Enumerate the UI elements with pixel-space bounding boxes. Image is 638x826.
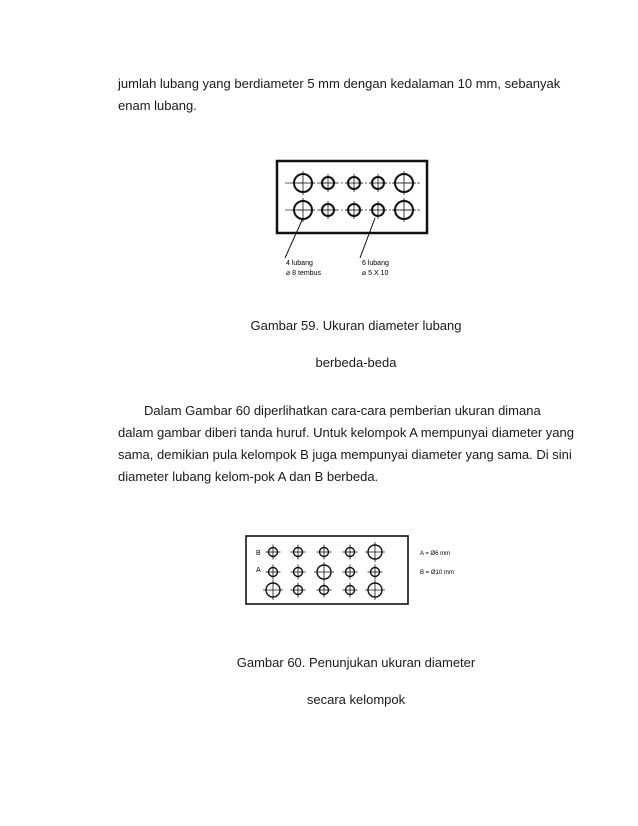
figure-59-caption-cont: berbeda-beda bbox=[315, 355, 397, 370]
paragraph-2-text: Dalam Gambar 60 diperlihatkan cara-cara pemberian ukuran dimana dalam gambar diberi tanda huruf. Untuk kelompok A mempunyai diameter yang sama, demikian pula kelompok B juga mempunyai diameter yang sama. Di sini diameter lubang kelom-pok A dan B berbeda. bbox=[118, 403, 574, 484]
figure-60-caption: Gambar 60. Penunjukan ukuran diameter bbox=[236, 655, 476, 670]
figure-60-caption-cont: secara kelompok bbox=[306, 692, 406, 707]
figure-60-drawing bbox=[238, 530, 478, 610]
row-label-b: B bbox=[256, 550, 261, 557]
body-paragraph-1: jumlah lubang yang berdiameter 5 mm dengan kedalaman 10 mm, sebanyak enam lubang. bbox=[118, 76, 561, 113]
label-8-tembus: ⌀ 8 tembus bbox=[286, 270, 321, 277]
legend-a: A = Ø6 mm bbox=[420, 551, 451, 557]
legend-b: B = Ø10 mm bbox=[420, 570, 454, 576]
plate-outline bbox=[277, 161, 427, 233]
label-5x10: ⌀ 5 X 10 bbox=[362, 270, 389, 277]
label-6-lubang: 6 lubang bbox=[362, 260, 389, 267]
figure-59-caption: Gambar 59. Ukuran diameter lubang bbox=[250, 318, 462, 333]
label-4-lubang: 4 lubang bbox=[286, 260, 313, 267]
figure-59-drawing bbox=[270, 158, 440, 288]
row-label-a: A bbox=[256, 567, 261, 574]
body-paragraph-2 bbox=[118, 400, 578, 488]
